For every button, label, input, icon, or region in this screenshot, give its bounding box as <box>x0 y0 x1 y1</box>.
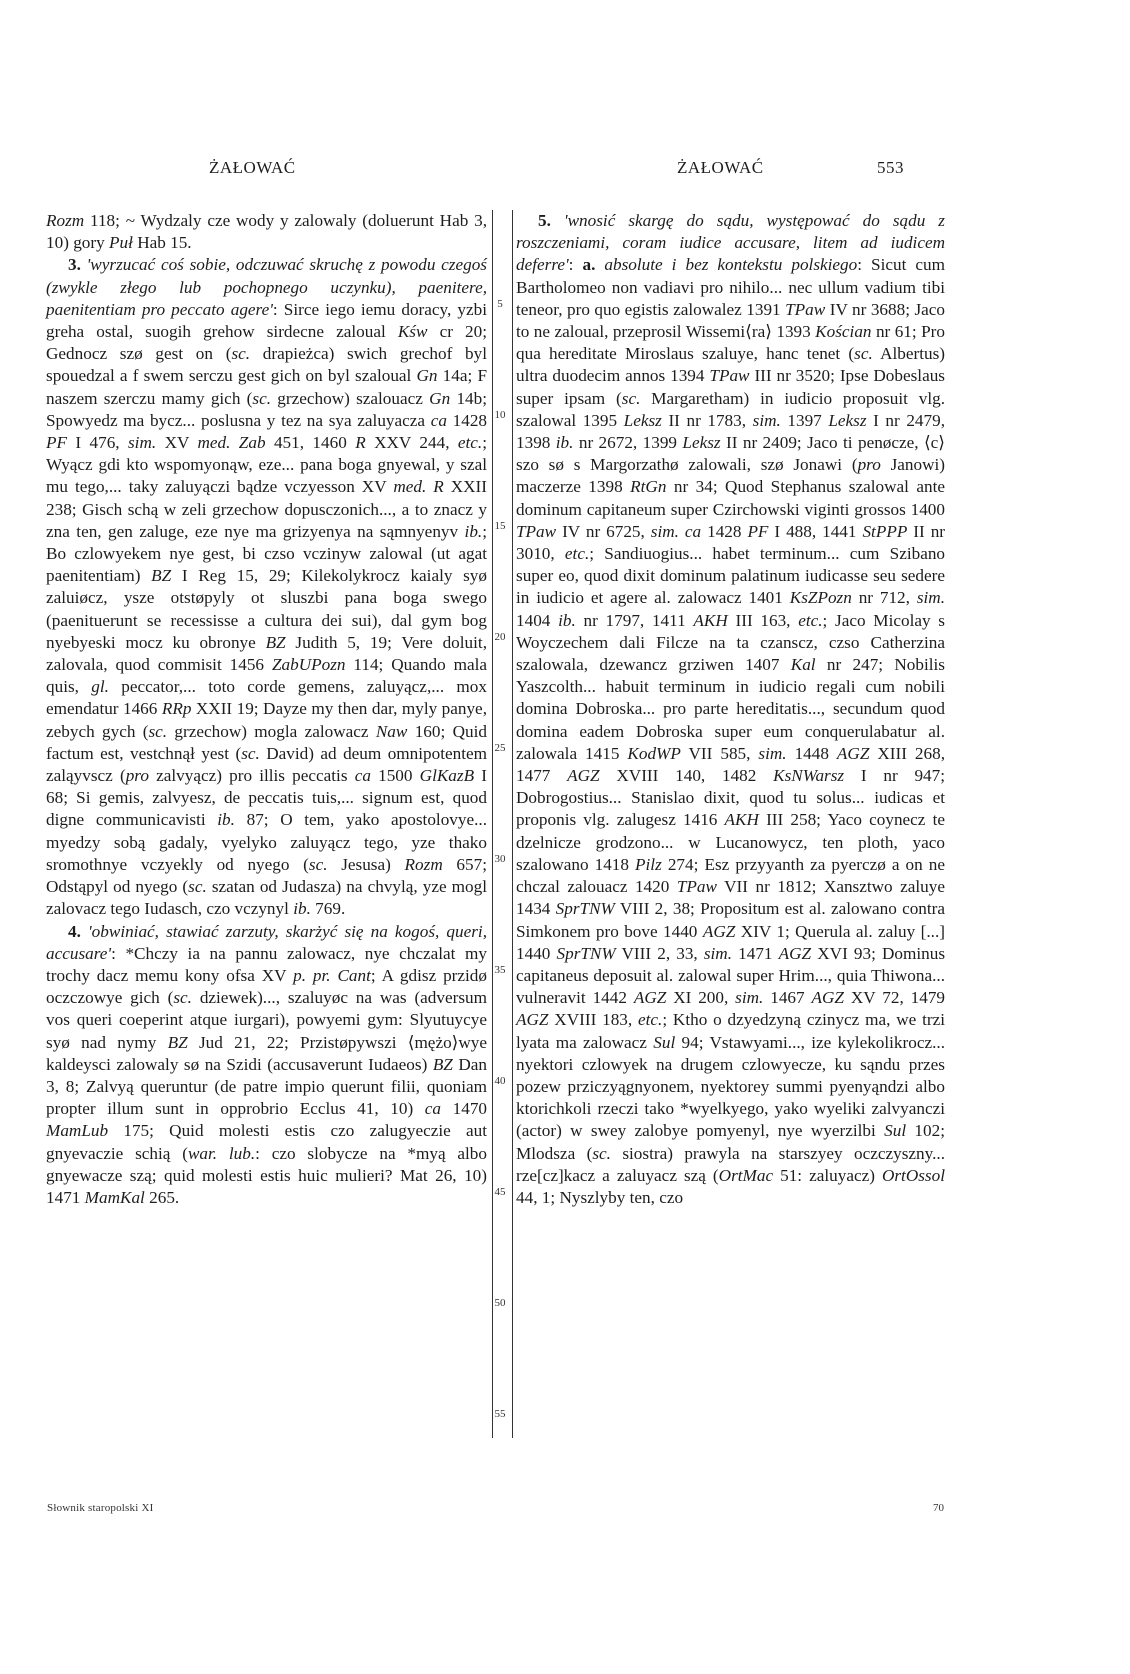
sense-number: 5. <box>538 211 551 230</box>
running-head-right: ŻAŁOWAĆ <box>677 158 764 177</box>
footer-volume-title: Słownik staropolski XI <box>47 1502 154 1514</box>
left-column <box>46 210 487 1209</box>
column-rule-left <box>492 210 493 1438</box>
entry-paragraph-cont: Rozm 118; ~ Wydzaly cze wody y zalowaly (doluerunt Hab 3, 10) gory Puł Hab 15. <box>46 211 487 253</box>
line-number: 40 <box>494 1075 506 1087</box>
footer-signature: 70 <box>933 1502 944 1514</box>
sense-definition: 'wnosić skargę do sądu, występować do sądu z roszczeniami, coram iudice accusare, litem ad iudicem deferre' <box>516 211 945 275</box>
source-abbrev: Puł <box>109 233 133 253</box>
running-head-left: ŻAŁOWAĆ <box>209 158 296 177</box>
subsense-letter: a. <box>582 255 596 275</box>
right-column <box>516 210 945 1209</box>
line-number: 35 <box>494 964 506 976</box>
line-number: 45 <box>494 1186 506 1198</box>
line-number: 5 <box>497 298 503 310</box>
line-number: 25 <box>494 742 506 754</box>
line-number: 10 <box>494 409 506 421</box>
line-number: 50 <box>494 1297 506 1309</box>
page-number: 553 <box>877 158 904 177</box>
line-number: 15 <box>494 520 506 532</box>
sense-number: 4. <box>68 921 81 941</box>
sense-definition: 'wyrzucać coś sobie, odczuwać skruchę z powodu czegoś (zwykle złego lub pochopnego uczynku), paenitere, paenitentiam pro peccato agere' <box>46 255 487 319</box>
sense-number: 3. <box>68 255 81 275</box>
sense-3: 3. 'wyrzucać coś sobie, odczuwać skruchę z powodu czegoś (zwykle złego lub pochopnego uczynku), paenitere, paenitentiam pro peccato agere': Sirce iego iemu doracy, yzbi greha ostal, suogih grehow sirdecne zaloual Kśw cr 20; Gednocz szø gest on (sc. drapieżca) swich grechof byl spouedzal a f swem serczu gest gich on byl szaloual Gn 14a; F naszem szerczu mamy gich (sc. grzechow) szalouacz Gn 14b; Spowyedz ma bycz... poslusna y tez na sya zaluyacza ca 1428 PF I 476, sim. XV med. Zab 451, 1460 R XXV 244, etc.; Wyącz gdi kto wspomyonąw, eze... pana boga gnyewal, y szal mu tego,... taky zaluyączi bądze vczyesson XV med. R XXII 238; Gisch schą w zeli grzechow dopusczonich..., a to znacz y zna ten, gen zaluge, eze nye ma grizyenya na sąmnyenyv ib.; Bo czlowyekem nye gest, bi czso vczinyw zalowal (ut agat paenitentiam) BZ I Reg 15, 29; Kilekolykrocz kaialy syø zaluiøcz, ysze otstøpyly ot sluszbi pana boga swego (paenituerunt se recessisse a cultura dei sui), dal gym bog nyebyeski mocz ku obronye BZ Judith 5, 19; Vere doluit, zalovala, quod commisit 1456 ZabUPozn 114; Quando mala quis, gl. peccator,... toto corde gemens, zaluyącz,... mox emendatur 1466 RRp XXII 19; Dayze my then dar, myly panye, zebych gych (sc. grzechow) mogla zalowacz Naw 160; Quid factum est, vestchnął yest (sc. David) ad deum omnipotentem zaląyvscz (pro zalvyącz) pro illis peccatis ca 1500 GlKazB I 68; Si gemis, zalvyesz, de peccatis tuis,... signum est, quod digne communicavisti ib. 87; O tem, yako apostolovye... myedzy sobą gadaly, vyelyko zaluyącz tego, yze thako sromothnye vczyekly od nyego (sc. Jesusa) Rozm 657; Odstąpyl od nyego (sc. szatan od Judasza) na chvylą, yze mogl zalovacz tego Iudasch, czo vczynyl ib. 769. <box>46 255 488 919</box>
sense-definition: 'obwiniać, stawiać zarzuty, skarżyć się na kogoś, queri, accusare' <box>46 921 487 963</box>
sense-4: 4. 'obwiniać, stawiać zarzuty, skarżyć się na kogoś, queri, accusare': *Chczy ia na pannu zalowacz, nye chczalat my trochy dacz memu kony ofsa XV p. pr. Cant; A gdisz przidø oczczowye gich (sc. dziewek)..., szaluyøc na was (adversum vos queri coeperint atque iurgari), powyemi gym: Slyutuycye syø nad nymy BZ Jud 21, 22; Przistøpywszi ⟨mężo⟩wye kaldeysci zalowaly sø na Szidi (accusaverunt Iudaeos) BZ Dan 3, 8; Zalvyą queruntur (de patre impio querunt filii, quoniam propter illum sunt in opprobrio Ecclus 41, 10) ca 1470 MamLub 175; Quid molesti estis czo zalugyeczie aut gnyevaczie schią (war. lub.: czo slobycze na *myą albo gnyewacze szą; quid molesti estis huic mulieri? Mat 26, 10) 1471 MamKal 265. <box>46 921 488 1207</box>
source-abbrev: Rozm <box>46 211 85 230</box>
line-number: 55 <box>494 1408 506 1420</box>
line-number: 30 <box>494 853 506 865</box>
line-number: 20 <box>494 631 506 643</box>
column-rule-right <box>512 210 513 1438</box>
sense-5: 5. 'wnosić skargę do sądu, występować do sądu z roszczeniami, coram iudice accusare, litem ad iudicem deferre': a. absolute i bez kontekstu polskiego: Sicut cum Bartholomeo non vadiavi pro nihilo... nec ullum vadium tibi teneor, pro quo egistis zalowalez 1391 TPaw IV nr 3688; Jaco to ne zaloual, przeprosil Wissemi⟨ra⟩ 1393 Kościan nr 61; Pro qua hereditate Miroslaus szaluye, hanc tenet (sc. Albertus) ultra duodecim annos 1394 TPaw III nr 3520; Ipse Dobeslaus super ipsam (sc. Margaretham) in iudicio proposuit vlg. szalowal 1395 Leksz II nr 1783, sim. 1397 Leksz I nr 2479, 1398 ib. nr 2672, 1399 Leksz II nr 2409; Jaco ti penøcze, ⟨c⟩szo sø s Margorzathø zalowali, szø Jonawi (pro Janowi) maczerze 1398 RtGn nr 34; Quod Stephanus szalowal ante dominum capitaneum super Czirchowski viginti grossos 1400 TPaw IV nr 6725, sim. ca 1428 PF I 488, 1441 StPPP II nr 3010, etc.; Sandiuogius... habet terminum... cum Szibano super eo, quod dixit dominum palatinum iudicasse seu sedere in iudicio et agere al. zalowacz 1401 KsZPozn nr 712, sim. 1404 ib. nr 1797, 1411 AKH III 163, etc.; Jaco Micolay s Woyczechem dali Filcze na ta czanscz, czso Catherzina szalowala, dzewancz grziwen 1407 Kal nr 247; Nobilis Yaszcolth... habuit terminum in iudicio regali cum nobili domina Dobroska... pro parte hereditatis..., secundum quod domina eadem Dobroska super eum conquerulabatur al. zalowala 1415 KodWP VII 585, sim. 1448 AGZ XIII 268, 1477 AGZ XVIII 140, 1482 KsNWarsz I nr 947; Dobrogostius... Stanislao dixit, quod tu solus... iudicas et proponis vlg. zalugesz 1416 AKH III 258; Yaco coynecz te dzelnicze grodzono... w Lucanowycz, ten ploth, yaco szalowano 1418 Pilz 274; Esz przyyanth za pyerczø a on ne chczal zalouacz 1420 TPaw VII nr 1812; Xansztwo zaluye 1434 SprTNW VIII 2, 38; Propositum est al. zalowano contra Simkonem pro bove 1440 AGZ XIV 1; Querula al. zaluy [...] 1440 SprTNW VIII 2, 33, sim. 1471 AGZ XVI 93; Dominus capitaneus deposuit al. zalowal super Hrim..., quia Thiwona... vulneravit 1442 AGZ XI 200, sim. 1467 AGZ XV 72, 1479 AGZ XVIII 183, etc.; Ktho o dzyedzyną czinycz ma, we trzi lyata ma zalowacz Sul 94; Vstawyami..., ize kylekolikrocz... nyektori czlowyek na drugem czlowyecze, ku sąndu przes pozew prziczyągnyonem, nyektorey summi pyenyąndzi albo ktorichkoli rzeczi tako *wyelkyego, yako wyeliki zalvyanczi (actor) w swey zalobye pomyenyl, nye wyerzilbi Sul 102; Mlodsza (sc. siostra) prawyla na starszyey oczczyszny... rze[cz]kacz a zaluyacz szą (OrtMac 51: zaluyacz) OrtOssol 44, 1; Nyszlyby ten, czo <box>516 211 946 1207</box>
